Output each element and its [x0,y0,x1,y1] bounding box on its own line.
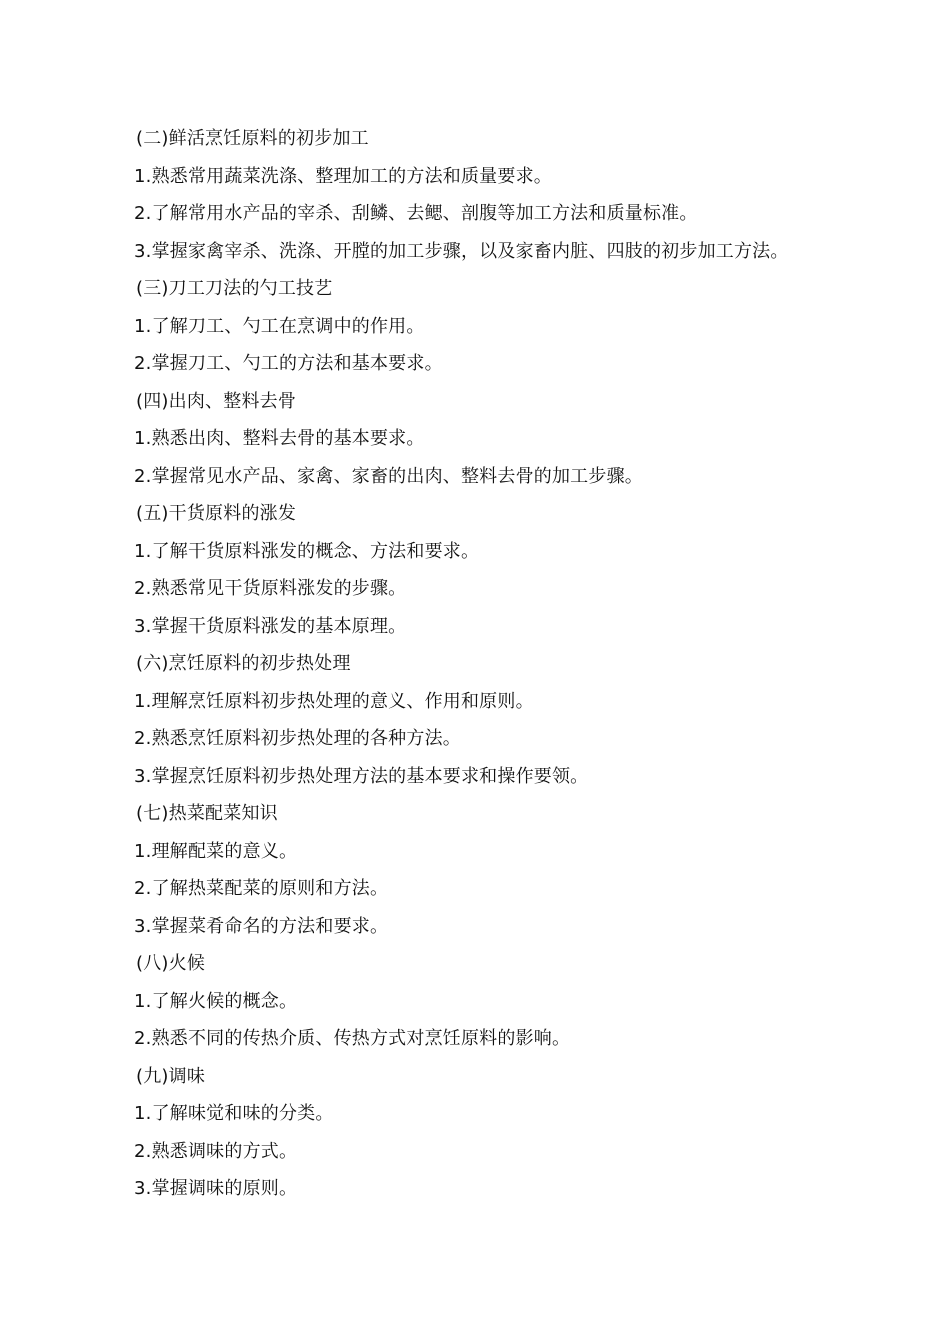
list-item: 1.熟悉常用蔬菜洗涤、整理加工的方法和质量要求。 [134,165,552,187]
list-item: 2.了解热菜配菜的原则和方法。 [134,878,389,899]
list-item: 2.熟悉常见干货原料涨发的步骤。 [134,578,407,599]
section-heading: (五)干货原料的涨发 [136,503,297,524]
list-item: 1.了解火候的概念。 [134,990,298,1012]
list-item: 1.了解干货原料涨发的概念、方法和要求。 [134,540,480,562]
list-item: 1.了解刀工、勺工在烹调中的作用。 [134,315,425,337]
list-item: 1.了解味觉和味的分类。 [134,1103,334,1124]
list-item: 2.熟悉烹饪原料初步热处理的各种方法。 [134,728,461,749]
list-item: 1.理解烹饪原料初步热处理的意义、作用和原则。 [134,690,534,712]
list-item: 3.掌握家禽宰杀、洗涤、开膛的加工步骤，以及家畜内脏、四肢的初步加工方法。 [134,240,789,262]
section-heading: (四)出肉、整料去骨 [136,390,297,412]
list-item: 2.掌握刀工、勺工的方法和基本要求。 [134,353,443,374]
list-item: 3.掌握菜肴命名的方法和要求。 [134,915,389,937]
section-heading: (八)火候 [136,953,206,974]
list-item: 1.理解配菜的意义。 [134,840,298,862]
section-heading: (六)烹饪原料的初步热处理 [136,653,351,674]
list-item: 2.了解常用水产品的宰杀、刮鳞、去鳃、剖腹等加工方法和质量标准。 [134,203,698,224]
list-item: 1.熟悉出肉、整料去骨的基本要求。 [134,428,425,449]
document-body [134,120,894,1208]
list-item: 2.熟悉不同的传热介质、传热方式对烹饪原料的影响。 [134,1028,571,1049]
list-item: 3.掌握烹饪原料初步热处理方法的基本要求和操作要领。 [134,765,589,787]
section-heading: (三)刀工刀法的勺工技艺 [136,278,333,299]
list-item: 3.掌握干货原料涨发的基本原理。 [134,615,407,637]
list-item: 2.掌握常见水产品、家禽、家畜的出肉、整料去骨的加工步骤。 [134,465,643,487]
section-heading: (二)鲜活烹饪原料的初步加工 [136,128,369,149]
section-heading: (九)调味 [136,1065,206,1087]
list-item: 2.熟悉调味的方式。 [134,1140,298,1162]
list-item: 3.掌握调味的原则。 [134,1178,298,1199]
section-heading: (七)热菜配菜知识 [136,803,278,824]
